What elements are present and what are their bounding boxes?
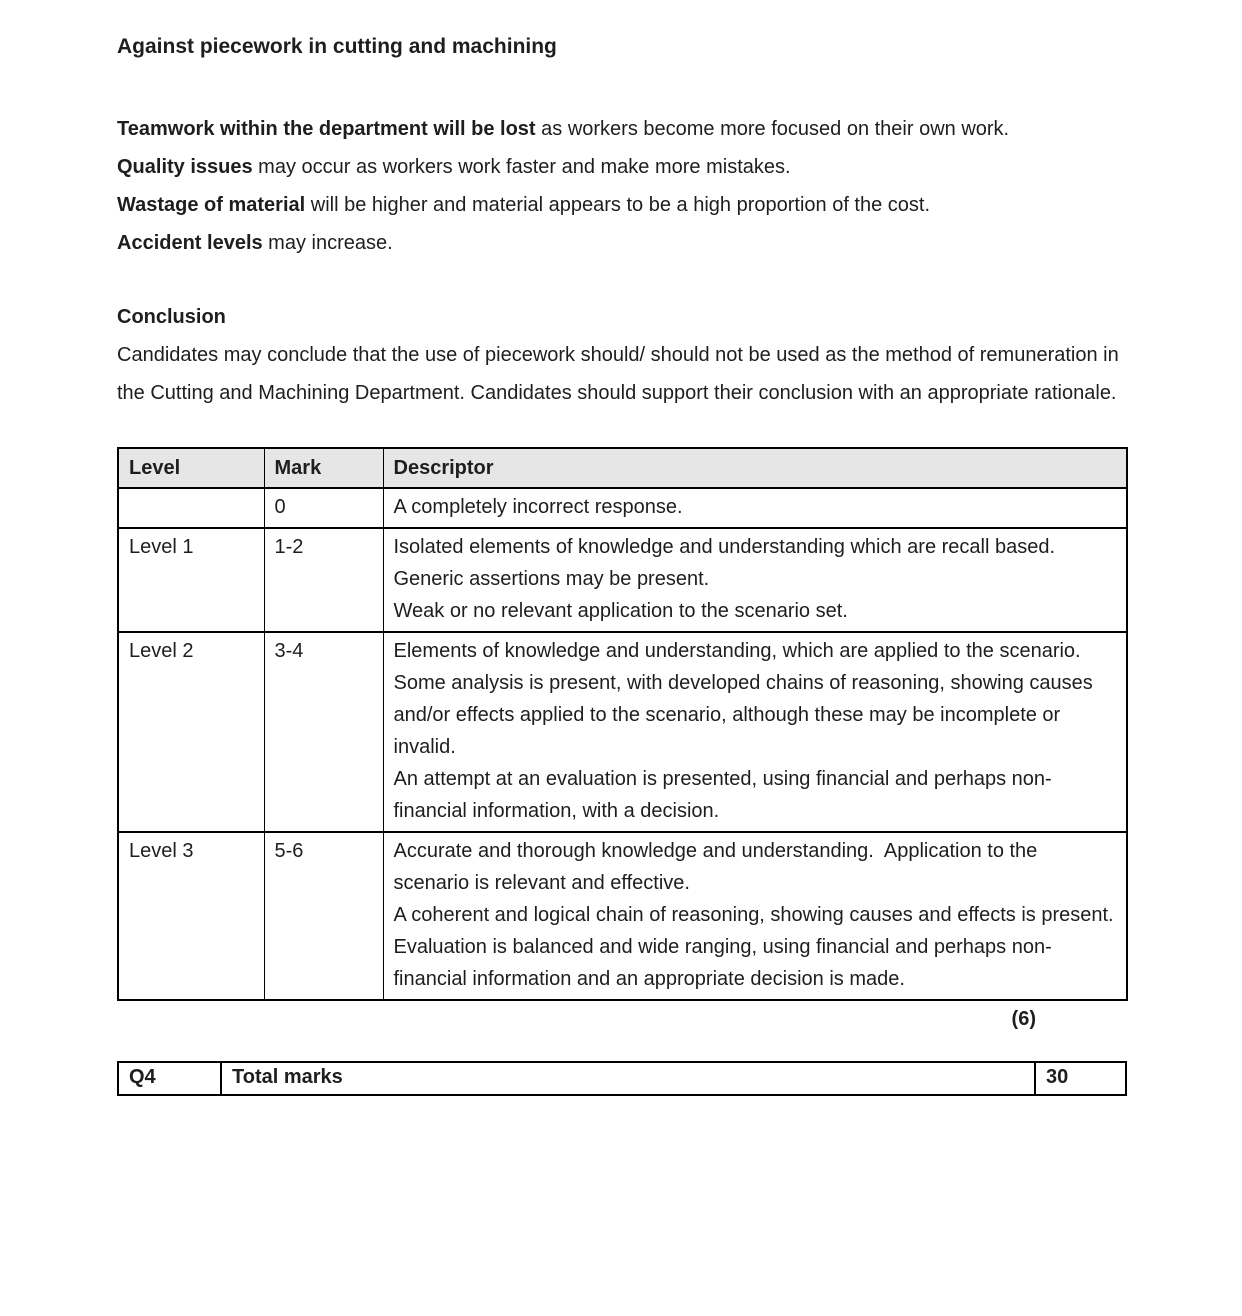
descriptor-cell — [383, 832, 1127, 1000]
descriptor-cell — [383, 528, 1127, 632]
intro-paragraph — [117, 110, 1128, 148]
intro-paragraph — [117, 148, 1128, 186]
descriptor-line: A completely incorrect response. — [393, 496, 683, 518]
level-cell — [118, 488, 264, 528]
rubric-row-level1 — [118, 528, 1127, 632]
rubric-header-mark: Mark — [264, 448, 383, 488]
descriptor-line: Evaluation is balanced and wide ranging, using financial and perhaps non-financial information and an appropriate decision is made. — [393, 936, 1052, 990]
descriptor-line: An attempt at an evaluation is presented, using financial and perhaps non-financial information, with a decision. — [393, 768, 1052, 822]
conclusion-heading: Conclusion — [117, 306, 226, 328]
intro-bold-lead: Wastage of material — [117, 194, 306, 216]
descriptor-cell — [383, 632, 1127, 832]
rubric-header-row — [118, 448, 1127, 488]
intro-text: as workers become more focused on their own work. — [535, 118, 1010, 140]
question-number-cell: Q4 — [118, 1062, 221, 1095]
intro-paragraph — [117, 224, 1128, 262]
intro-paragraphs — [117, 110, 1128, 262]
rubric-row-level3 — [118, 832, 1127, 1000]
descriptor-line: Some analysis is present, with developed chains of reasoning, showing causes and/or effects applied to the scenario, although these may be incomplete or invalid. — [393, 672, 1099, 758]
total-marks-row — [118, 1062, 1126, 1095]
level-cell: Level 3 — [118, 832, 264, 1000]
document-content — [117, 33, 1128, 1096]
descriptor-line: Weak or no relevant application to the scenario set. — [393, 600, 848, 622]
intro-text: may occur as workers work faster and make more mistakes. — [252, 156, 791, 178]
intro-bold-lead: Teamwork within the department will be lost — [117, 118, 536, 140]
descriptor-line: Elements of knowledge and understanding, which are applied to the scenario. — [393, 640, 1081, 662]
intro-text: may increase. — [262, 232, 393, 254]
intro-bold-lead: Accident levels — [117, 232, 263, 254]
descriptor-line: Accurate and thorough knowledge and understanding. Application to the scenario is relevant and effective. — [393, 840, 1043, 894]
level-cell: Level 1 — [118, 528, 264, 632]
page-title: Against piecework in cutting and machining — [117, 35, 557, 58]
total-marks-value-cell: 30 — [1035, 1062, 1126, 1095]
rubric-header-level: Level — [118, 448, 264, 488]
rubric-header-descriptor: Descriptor — [383, 448, 1127, 488]
intro-paragraph — [117, 186, 1128, 224]
rubric-row-level2 — [118, 632, 1127, 832]
conclusion-section — [117, 298, 1128, 412]
intro-text: will be higher and material appears to be a high proportion of the cost. — [305, 194, 931, 216]
descriptor-line: Isolated elements of knowledge and understanding which are recall based. — [393, 536, 1056, 558]
rubric-row-0 — [118, 488, 1127, 528]
rubric-table — [117, 447, 1128, 1001]
intro-bold-lead: Quality issues — [117, 156, 253, 178]
descriptor-line: Generic assertions may be present. — [393, 568, 710, 590]
mark-cell: 3-4 — [264, 632, 383, 832]
mark-cell: 1-2 — [264, 528, 383, 632]
conclusion-paragraph: Candidates may conclude that the use of piecework should/ should not be used as the method of remuneration in the Cutting and Machining Department. Candidates should support their conclusion with an appropriate rationale. — [117, 344, 1119, 404]
mark-cell: 0 — [264, 488, 383, 528]
level-cell: Level 2 — [118, 632, 264, 832]
total-marks-label-cell: Total marks — [221, 1062, 1035, 1095]
mark-cell: 5-6 — [264, 832, 383, 1000]
descriptor-cell — [383, 488, 1127, 528]
total-marks-table — [117, 1061, 1127, 1096]
descriptor-line: A coherent and logical chain of reasoning, showing causes and effects is present. — [393, 904, 1114, 926]
marks-note: (6) — [1011, 1008, 1036, 1030]
